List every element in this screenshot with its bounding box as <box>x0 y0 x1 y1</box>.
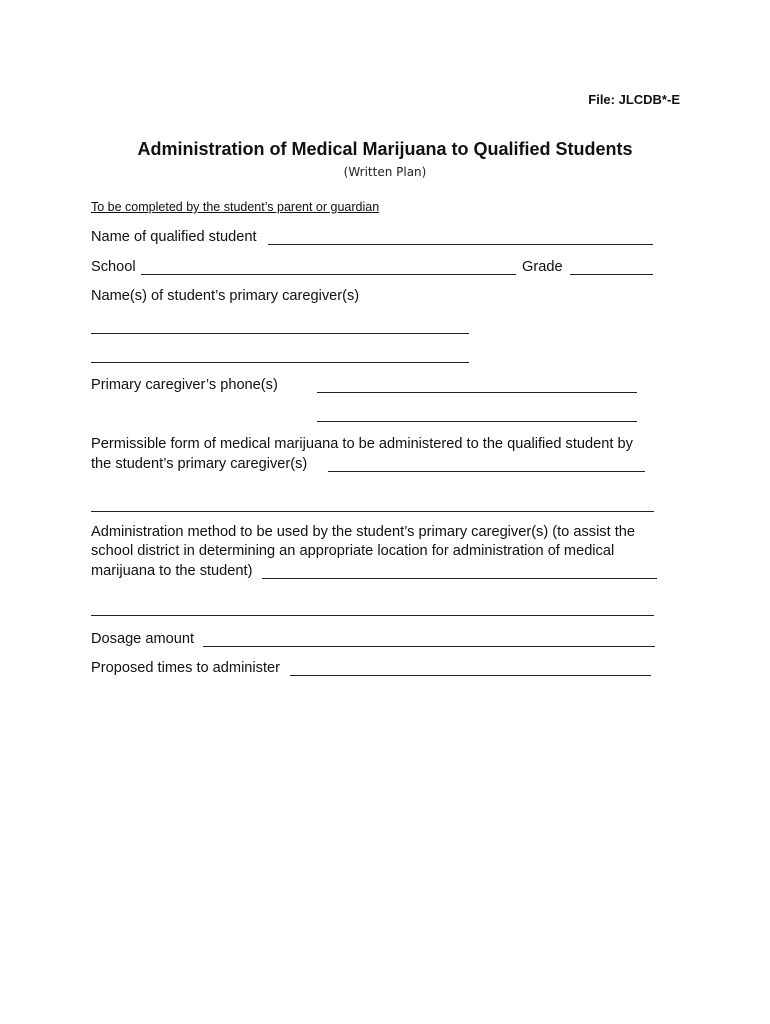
times-label: Proposed times to administer <box>91 660 280 676</box>
school-row <box>91 259 136 275</box>
phone-label: Primary caregiver’s phone(s) <box>91 377 278 393</box>
method-label-line-1: Administration method to be used by the student’s primary caregiver(s) (to assist the <box>91 524 636 540</box>
student-name-label: Name of qualified student <box>91 229 257 245</box>
school-field[interactable] <box>141 274 516 275</box>
permissible-form-field-2[interactable] <box>91 511 654 512</box>
student-name-field[interactable] <box>268 244 653 245</box>
form-label-line-1: Permissible form of medical marijuana to be administered to the qualified student by <box>91 436 633 452</box>
caregivers-label: Name(s) of student’s primary caregiver(s) <box>91 288 360 304</box>
dosage-label: Dosage amount <box>91 631 195 647</box>
school-label: School <box>91 259 136 275</box>
times-field[interactable] <box>290 675 651 676</box>
instruction-text: To be completed by the student’s parent or guardian <box>91 200 380 214</box>
caregiver-name-field-2[interactable] <box>91 362 469 363</box>
page-title: Administration of Medical Marijuana to Qualified Students <box>137 139 633 159</box>
phone-field-1[interactable] <box>317 392 637 393</box>
administration-method-field-2[interactable] <box>91 615 654 616</box>
administration-method-field[interactable] <box>262 578 657 579</box>
dosage-field[interactable] <box>203 646 655 647</box>
form-label-line-2: the student’s primary caregiver(s) <box>91 456 308 472</box>
method-label-line-3: marijuana to the student) <box>91 563 253 579</box>
grade-label: Grade <box>522 259 563 275</box>
page-subtitle: (Written Plan) <box>343 165 427 179</box>
phone-field-2[interactable] <box>317 421 637 422</box>
method-label-line-2: school district in determining an appropriate location for administration of medical <box>91 543 615 559</box>
file-reference: File: JLCDB*-E <box>588 92 680 107</box>
student-name-row <box>91 229 257 245</box>
grade-field[interactable] <box>570 274 653 275</box>
permissible-form-field[interactable] <box>328 471 645 472</box>
caregiver-name-field-1[interactable] <box>91 333 469 334</box>
